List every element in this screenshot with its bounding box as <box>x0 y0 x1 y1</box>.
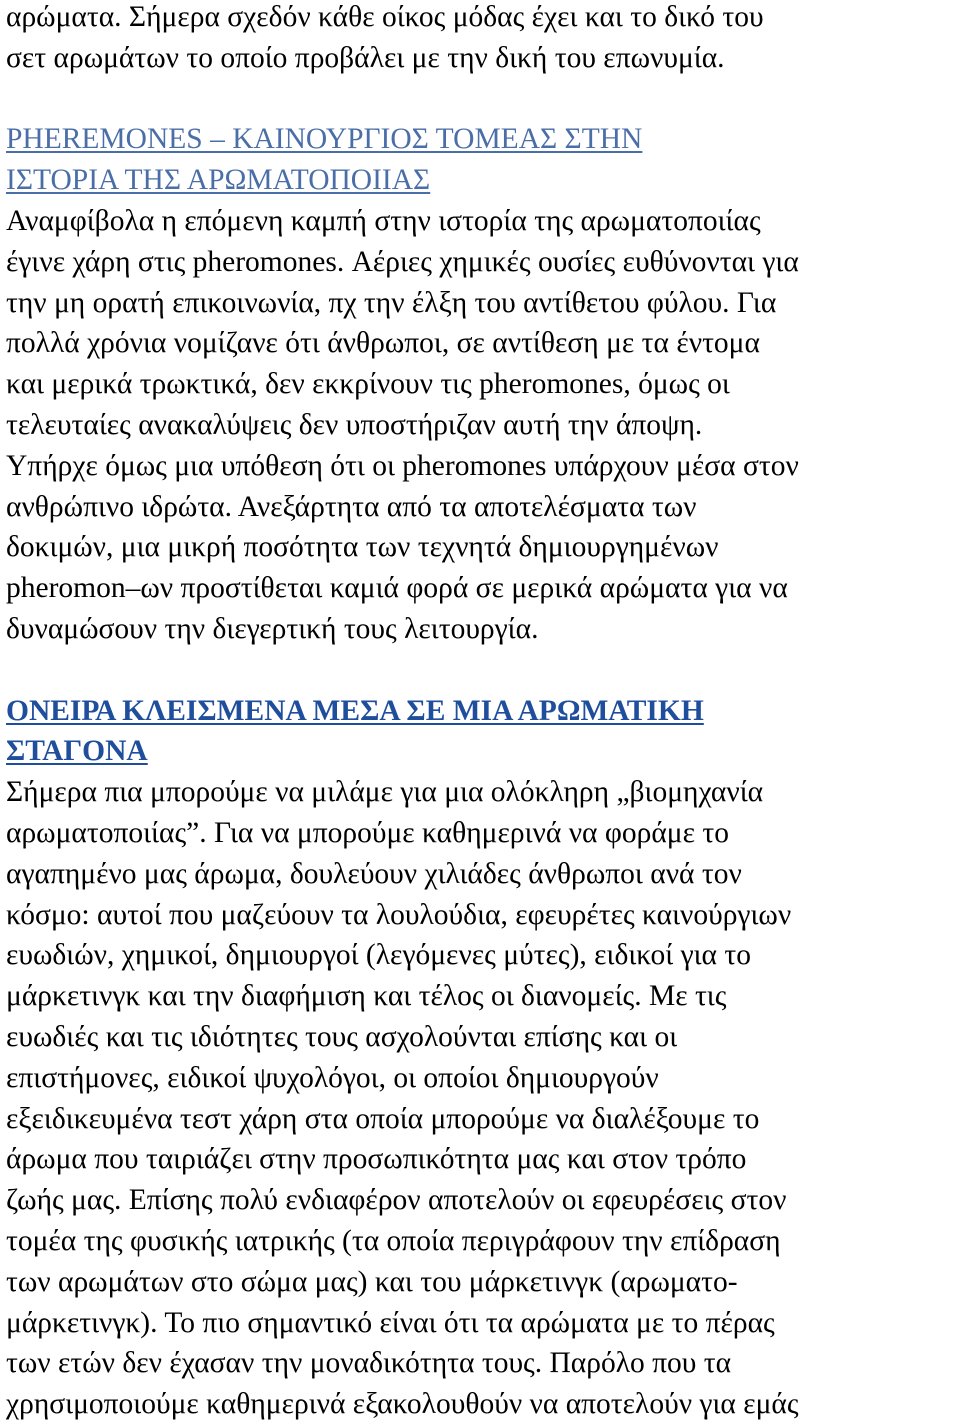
section-body <box>6 772 956 1425</box>
text-line: ευωδιές και τις ιδιότητες τους ασχολούνται επίσης και οι <box>6 1020 678 1053</box>
section-heading-dreams[interactable]: ΣΤΑΓΟΝΑ <box>6 735 148 768</box>
text-line: ανθρώπινο ιδρώτα. Ανεξάρτητα από τα αποτελέσματα των <box>6 490 697 523</box>
text-line: και μερικά τρωκτικά, δεν εκκρίνουν τις pheromones, όμως οι <box>6 368 730 401</box>
text-line: αρώματα. Σήμερα σχεδόν κάθε οίκος μόδας έχει και το δικό του <box>6 1 764 33</box>
section-heading-pheremones[interactable]: ΙΣΤΟΡΙΑ ΤΗΣ ΑΡΩΜΑΤΟΠΟΙΙΑΣ <box>6 164 431 197</box>
text-line: πολλά χρόνια νομίζανε ότι άνθρωποι, σε αντίθεση με τα έντομα <box>6 327 760 360</box>
section-pheremones <box>6 119 956 649</box>
text-line: μάρκετινγκ). Το πιο σημαντικό είναι ότι τα αρώματα με το πέρας <box>6 1306 775 1339</box>
text-line: Σήμερα πια μπορούμε να μιλάμε για μια ολόκληρη „βιομηχανία <box>6 776 764 809</box>
text-line: αρωματοποιίας”. Για να μπορούμε καθημερινά να φοράμε το <box>6 816 729 849</box>
text-line: σετ αρωμάτων το οποίο προβάλει με την δική του επωνυμία. <box>6 41 725 74</box>
text-line: δοκιμών, μια μικρή ποσότητα των τεχνητά δημιουργημένων <box>6 531 719 564</box>
text-line: ζωής μας. Επίσης πολύ ενδιαφέρον αποτελούν οι εφευρέσεις στον <box>6 1184 787 1217</box>
text-line: Υπήρχε όμως μια υπόθεση ότι οι pheromones υπάρχουν μέσα στον <box>6 449 799 482</box>
paragraph-gap <box>6 79 956 120</box>
text-line: κόσμο: αυτοί που μαζεύουν τα λουλούδια, εφευρέτες καινούργιων <box>6 898 792 931</box>
text-line: έγινε χάρη στις pheromones. Αέριες χημικές ουσίες ευθύνονται για <box>6 245 799 278</box>
text-line: άρωμα που ταιριάζει στην προσωπικότητα μας και στον τρόπο <box>6 1143 747 1176</box>
section-heading-pheremones[interactable]: PHEREMONES – ΚΑΙΝΟΥΡΓΙΟΣ ΤΟΜΕΑΣ ΣΤΗΝ <box>6 123 643 156</box>
text-line: εξειδικευμένα τεστ χάρη στα οποία μπορούμε να διαλέξουμε το <box>6 1102 760 1135</box>
intro-paragraph <box>6 0 956 79</box>
text-line: χρησιμοποιούμε καθημερινά εξακολουθούν να αποτελούν για εμάς <box>6 1388 799 1421</box>
text-line: την μη ορατή επικοινωνία, πχ την έλξη του αντίθετου φύλου. Για <box>6 286 777 319</box>
paragraph-gap <box>6 650 956 691</box>
text-line: pheromon–ων προστίθεται καμιά φορά σε μερικά αρώματα για να <box>6 572 788 605</box>
text-line: των αρωμάτων στο σώμα μας) και του μάρκετινγκ (αρωματο- <box>6 1265 738 1298</box>
section-heading-dreams[interactable]: ΟΝΕΙΡΑ ΚΛΕΙΣΜΕΝΑ ΜΕΣΑ ΣΕ ΜΙΑ ΑΡΩΜΑΤΙΚΗ <box>6 694 704 727</box>
text-line: ευωδιών, χημικοί, δημιουργοί (λεγόμενες μύτες), ειδικοί για το <box>6 939 751 972</box>
text-line: τομέα της φυσικής ιατρικής (τα οποία περιγράφουν την επίδραση <box>6 1224 781 1257</box>
text-line: τελευταίες ανακαλύψεις δεν υποστήριζαν αυτή την άποψη. <box>6 408 703 441</box>
section-dreams <box>6 691 956 1425</box>
text-line: επιστήμονες, ειδικοί ψυχολόγοι, οι οποίοι δημιουργούν <box>6 1061 659 1094</box>
text-line: δυναμώσουν την διεγερτική τους λειτουργία. <box>6 612 539 645</box>
text-line: Αναμφίβολα η επόμενη καμπή στην ιστορία της αρωματοποιίας <box>6 204 761 237</box>
text-line: αγαπημένο μας άρωμα, δουλεύουν χιλιάδες άνθρωποι ανά τον <box>6 857 742 890</box>
document-page <box>6 0 956 1425</box>
text-line: μάρκετινγκ και την διαφήμιση και τέλος οι διανομείς. Με τις <box>6 980 727 1013</box>
text-line: των ετών δεν έχασαν την μοναδικότητα τους. Παρόλο που τα <box>6 1347 732 1380</box>
section-body <box>6 201 956 650</box>
